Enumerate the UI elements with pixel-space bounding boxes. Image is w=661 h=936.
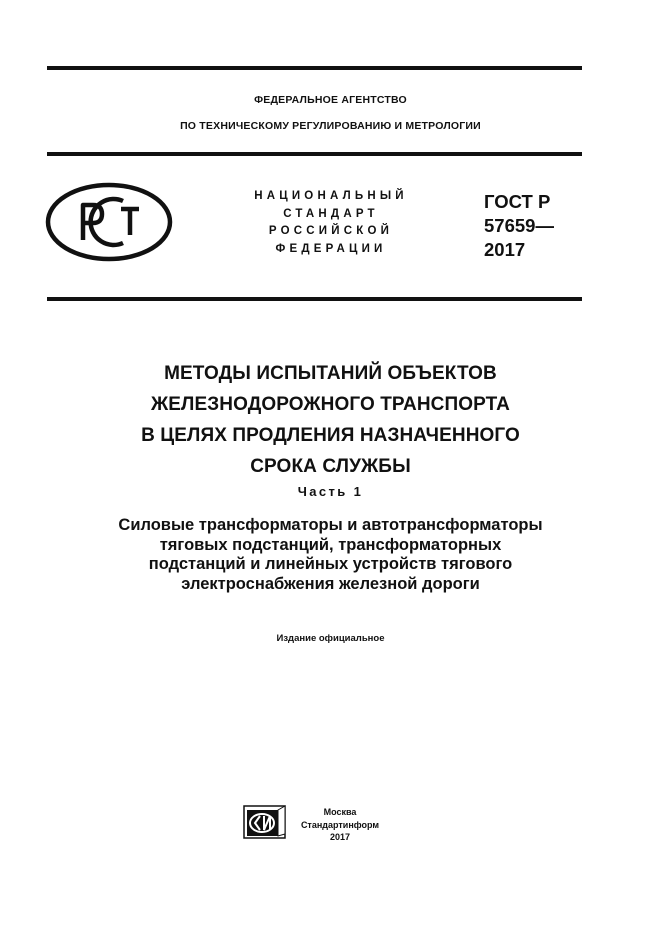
subtitle-line: Силовые трансформаторы и автотрансформаторы: [118, 516, 543, 534]
rst-conformity-mark-icon: [45, 182, 173, 262]
standartinform-logo-icon: [243, 805, 286, 839]
part-label: Часть 1: [297, 484, 364, 499]
designation-line: 57659—: [484, 215, 554, 236]
imprint-year: 2017: [329, 832, 351, 842]
title-line: МЕТОДЫ ИСПЫТАНИЙ ОБЪЕКТОВ: [164, 363, 497, 384]
standard-kind-line: СТАНДАРТ: [283, 207, 379, 220]
title-line: ЖЕЛЕЗНОДОРОЖНОГО ТРАНСПОРТА: [151, 394, 510, 415]
standard-kind-line: НАЦИОНАЛЬНЫЙ: [254, 190, 408, 202]
publisher-imprint: [293, 806, 387, 844]
imprint-city: Москва: [323, 807, 357, 817]
standard-kind-line: ФЕДЕРАЦИИ: [275, 242, 387, 255]
document-title: [0, 358, 661, 482]
agency-line-1: ФЕДЕРАЛЬНОЕ АГЕНТСТВО: [254, 94, 407, 106]
imprint-publisher: Стандартинформ: [300, 819, 380, 830]
designation-rule: [47, 297, 582, 301]
standard-kind-line: РОССИЙСКОЙ: [268, 225, 394, 237]
designation-line: ГОСТ Р: [484, 191, 551, 212]
subtitle-line: тяговых подстанций, трансформаторных: [159, 535, 502, 554]
header-rule: [47, 152, 582, 156]
subtitle-line: подстанций и линейных устройств тягового: [148, 555, 513, 573]
standard-kind: [226, 188, 436, 258]
top-rule: [47, 66, 582, 70]
standard-designation: [484, 190, 554, 262]
edition-note: Издание официальное: [276, 633, 385, 644]
agency-line-2: ПО ТЕХНИЧЕСКОМУ РЕГУЛИРОВАНИЮ И МЕТРОЛОГИИ: [180, 120, 481, 132]
document-subtitle: [0, 516, 661, 594]
subtitle-line: электроснабжения железной дороги: [181, 574, 480, 593]
title-line: В ЦЕЛЯХ ПРОДЛЕНИЯ НАЗНАЧЕННОГО: [141, 425, 520, 446]
designation-line: 2017: [484, 239, 526, 260]
title-line: СРОКА СЛУЖБЫ: [250, 456, 411, 477]
